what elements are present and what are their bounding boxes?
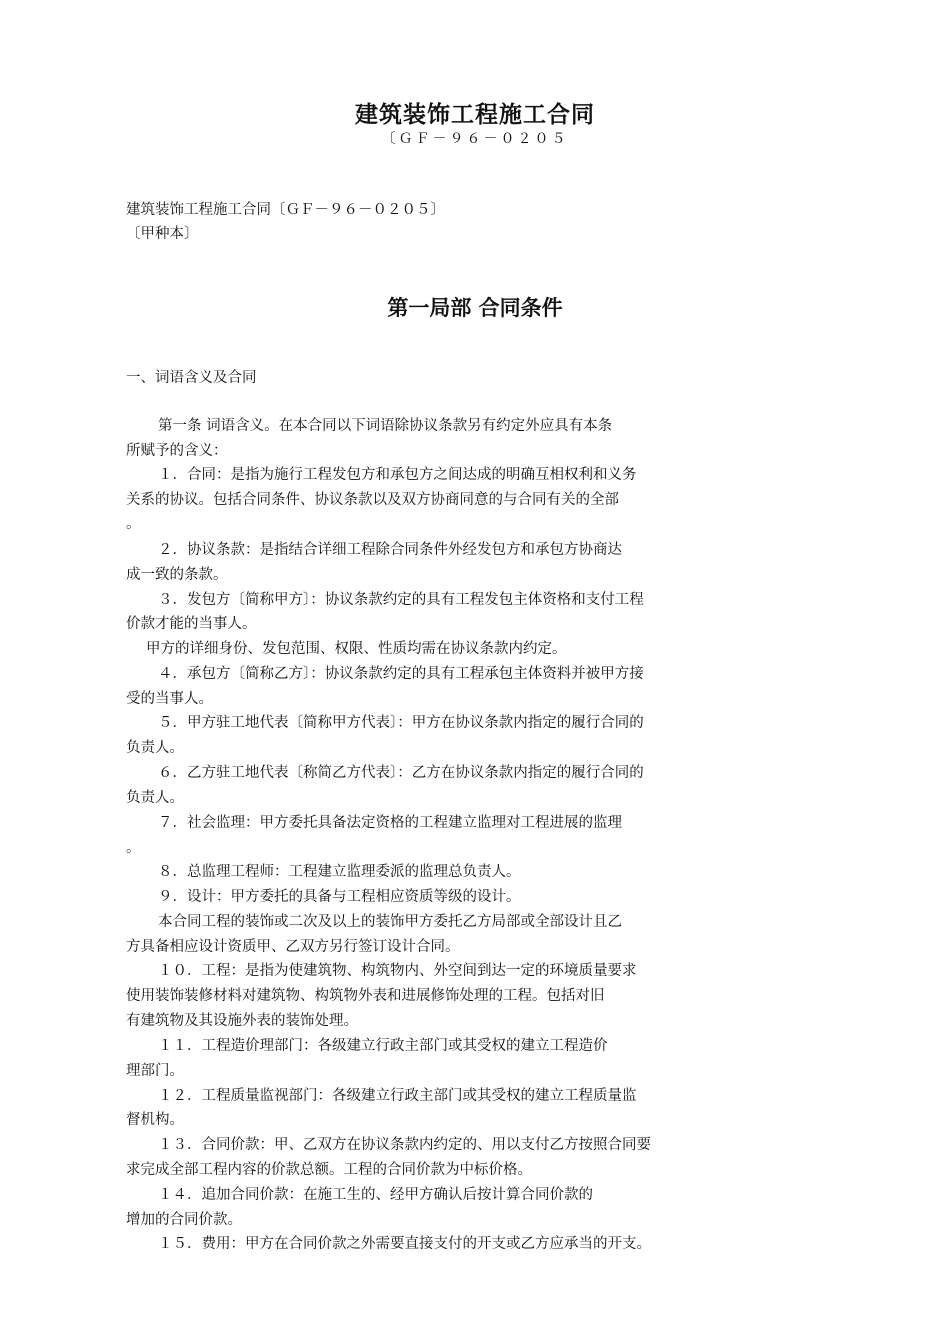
text-line: 有建筑物及其设施外表的装饰处理。 <box>126 1013 358 1029</box>
text-line: 理部门。 <box>126 1063 184 1079</box>
text-line: 成一致的条款。 <box>126 567 228 583</box>
text-line: 关系的协议。包括合同条件、协议条款以及双方协商同意的与合同有关的全部 <box>126 492 619 508</box>
text-line: １２．工程质量监视部门：各级建立行政主部门或其受权的建立工程质量监 <box>158 1088 637 1104</box>
text-line: 使用装饰装修材料对建筑物、构筑物外表和进展修饰处理的工程。包括对旧 <box>126 988 605 1004</box>
text-line: 负责人。 <box>126 790 184 806</box>
text-line: ８．总监理工程师：工程建立监理委派的监理总负责人。 <box>158 864 521 880</box>
text-line: ６．乙方驻工地代表〔称简乙方代表〕：乙方在协议条款内指定的履行合同的 <box>158 765 644 781</box>
text-line: １１．工程造价理部门：各级建立行政主部门或其受权的建立工程造价 <box>158 1038 608 1054</box>
text-line: １４．追加合同价款：在施工生的、经甲方确认后按计算合同价款的 <box>158 1187 593 1203</box>
text-line: 。 <box>126 516 141 532</box>
text-line: 价款才能的当事人。 <box>126 616 257 632</box>
text-line: ９．设计：甲方委托的具备与工程相应资质等级的设计。 <box>158 889 521 905</box>
text-line: ３．发包方〔简称甲方〕：协议条款约定的具有工程发包主体资格和支付工程 <box>158 592 644 608</box>
document-title: 建筑装饰工程施工合同 <box>355 101 595 128</box>
text-line: 增加的合同价款。 <box>126 1212 242 1228</box>
text-line: ５．甲方驻工地代表〔简称甲方代表〕：甲方在协议条款内指定的履行合同的 <box>158 715 644 731</box>
document-edition: 〔甲种本〕 <box>126 226 199 242</box>
part-title: 第一局部 合同条件 <box>387 295 563 320</box>
text-line: 本合同工程的装饰或二次及以上的装饰甲方委托乙方局部或全部设计且乙 <box>158 914 622 930</box>
text-line: 方具备相应设计资质甲、乙双方另行签订设计合同。 <box>126 939 460 955</box>
text-line: ２．协议条款：是指结合详细工程除合同条件外经发包方和承包方协商达 <box>158 542 622 558</box>
document-subtitle: 建筑装饰工程施工合同〔ＧＦ－９６－０２０５〕 <box>126 202 445 218</box>
text-line: １５．费用：甲方在合同价款之外需要直接支付的开支或乙方应承当的开支。 <box>158 1236 651 1252</box>
text-line: 求完成全部工程内容的价款总额。工程的合同价款为中标价格。 <box>126 1162 532 1178</box>
section-heading: 一、词语含义及合同 <box>126 370 257 386</box>
text-line: 所赋予的含义： <box>126 443 228 459</box>
text-line: 甲方的详细身份、发包范围、权限、性质均需在协议条款内约定。 <box>146 641 567 657</box>
text-line: 。 <box>126 840 141 856</box>
text-line: 负责人。 <box>126 740 184 756</box>
text-line: 第一条 词语含义。在本合同以下词语除协议条款另有约定外应具有本条 <box>158 418 613 434</box>
text-line: １３．合同价款：甲、乙双方在协议条款内约定的、用以支付乙方按照合同要 <box>158 1137 651 1153</box>
text-line: １．合同：是指为施行工程发包方和承包方之间达成的明确互相权利和义务 <box>158 467 637 483</box>
text-line: 督机构。 <box>126 1112 184 1128</box>
text-line: ４．承包方〔简称乙方〕：协议条款约定的具有工程承包主体资料并被甲方接 <box>158 666 644 682</box>
text-line: １０．工程：是指为使建筑物、构筑物内、外空间到达一定的环境质量要求 <box>158 963 637 979</box>
document-code: 〔ＧＦ－９６－０２０５ <box>381 131 569 147</box>
text-line: 受的当事人。 <box>126 691 213 707</box>
text-line: ７．社会监理：甲方委托具备法定资格的工程建立监理对工程进展的监理 <box>158 815 622 831</box>
